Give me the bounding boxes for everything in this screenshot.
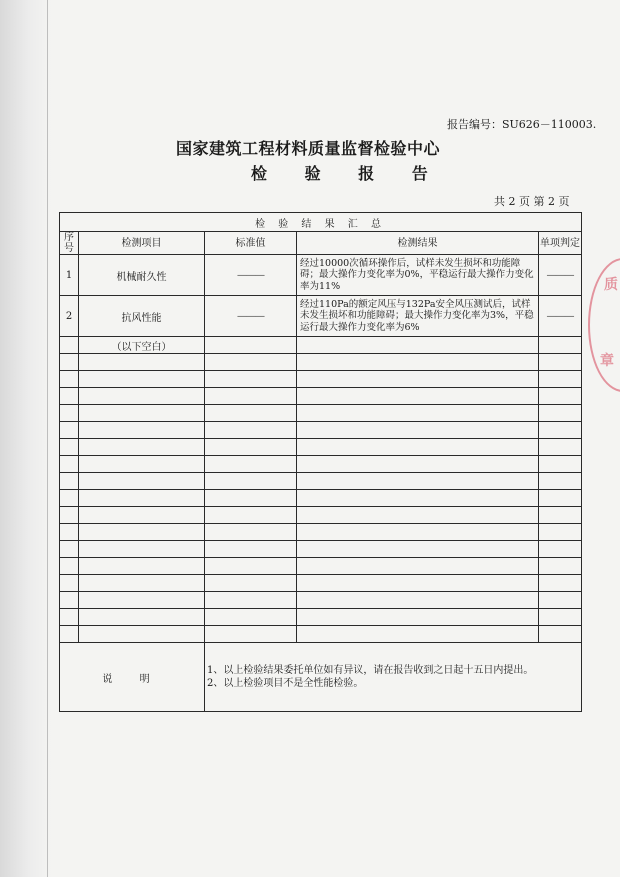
standard-value: ——— <box>205 296 297 337</box>
note-line-1: 1、以上检验结果委托单位如有异议，请在报告收到之日起十五日内提出。 <box>207 665 534 676</box>
empty-row <box>60 609 582 626</box>
column-header-result: 检测结果 <box>297 232 539 255</box>
empty-row <box>60 626 582 643</box>
empty-row <box>60 422 582 439</box>
column-header-item: 检测项目 <box>79 232 205 255</box>
table-row <box>60 255 582 296</box>
official-seal <box>588 258 620 392</box>
organization-title: 国家建筑工程材料质量监督检验中心 <box>176 139 441 158</box>
item-judgement: ——— <box>539 296 582 337</box>
table-row <box>60 337 582 354</box>
empty-row <box>60 507 582 524</box>
report-title: 检 验 报 告 <box>251 164 444 183</box>
blank-marker: （以下空白） <box>79 337 205 354</box>
empty-row <box>60 473 582 490</box>
test-result: 经过10000次循环操作后，试样未发生损坏和功能障碍；最大操作力变化率为0%，平稳运行最大操作力变化率为11% <box>297 255 539 296</box>
table-row <box>60 296 582 337</box>
empty-row <box>60 524 582 541</box>
test-item: 抗风性能 <box>79 296 205 337</box>
binding-shadow <box>0 0 52 877</box>
seal-character: 质 <box>604 277 618 293</box>
test-item: 机械耐久性 <box>79 255 205 296</box>
empty-row <box>60 558 582 575</box>
empty-row <box>60 405 582 422</box>
notes-row <box>60 643 582 712</box>
empty-row <box>60 456 582 473</box>
empty-row <box>60 592 582 609</box>
empty-row <box>60 371 582 388</box>
column-header-standard: 标准值 <box>205 232 297 255</box>
row-number: 1 <box>60 255 79 296</box>
table-title-row <box>60 213 582 232</box>
binding-edge <box>47 0 48 877</box>
empty-row <box>60 388 582 405</box>
empty-row <box>60 541 582 558</box>
table-title: 检 验 结 果 汇 总 <box>60 213 582 232</box>
row-number: 2 <box>60 296 79 337</box>
notes-text <box>205 643 582 712</box>
seal-character: 章 <box>600 353 614 369</box>
column-header-judgement: 单项判定 <box>539 232 582 255</box>
standard-value: ——— <box>205 255 297 296</box>
test-result: 经过110Pa的额定风压与132Pa安全风压测试后，试样未发生损坏和功能障碍；最大操作力变化率为3%，平稳运行最大操作力变化率为6% <box>297 296 539 337</box>
page-count: 共 2 页 第 2 页 <box>494 195 570 208</box>
note-line-2: 2、以上检验项目不是全性能检验。 <box>207 678 364 689</box>
results-summary-table <box>59 212 582 712</box>
empty-row <box>60 354 582 371</box>
notes-label: 说 明 <box>60 643 205 712</box>
report-number: 报告编号：SU626－110003. <box>447 118 597 131</box>
item-judgement: ——— <box>539 255 582 296</box>
empty-row <box>60 439 582 456</box>
column-header-no: 序号 <box>60 232 79 255</box>
table-header-row <box>60 232 582 255</box>
empty-row <box>60 575 582 592</box>
empty-row <box>60 490 582 507</box>
